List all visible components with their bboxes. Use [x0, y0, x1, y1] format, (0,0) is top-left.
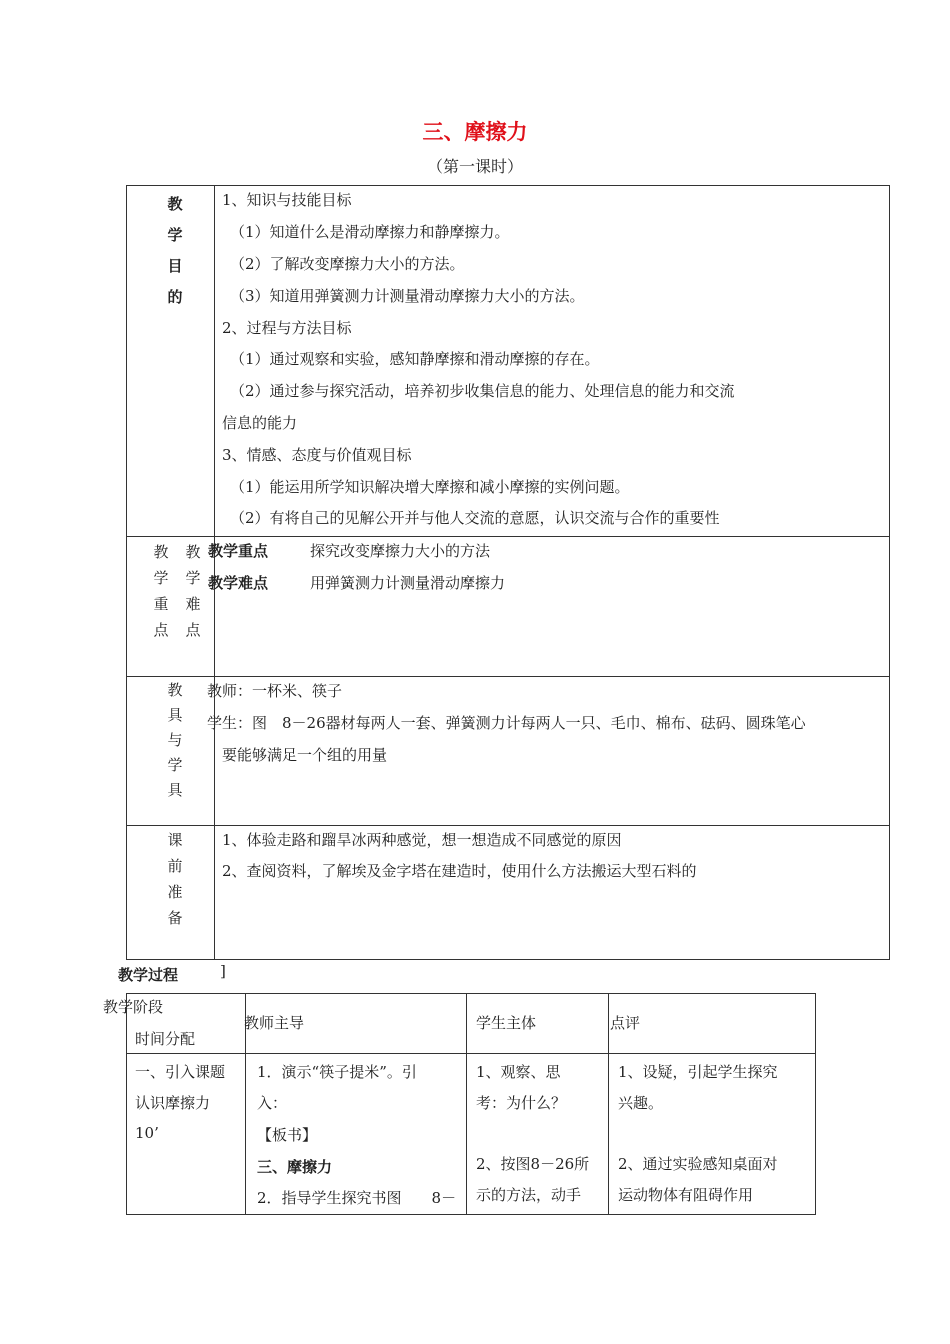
student-cell-line: 考：为什么？ — [476, 1094, 567, 1112]
board-label: 【板书】 — [257, 1126, 318, 1144]
stage-cell: 认识摩擦力 — [135, 1094, 211, 1112]
key-point-text: 探究改变摩擦力大小的方法 — [310, 542, 491, 560]
teacher-cell-line: 1．演示“筷子提米”。引 — [257, 1063, 417, 1081]
objective-line: （1）能运用所学知识解决增大摩擦和减小摩擦的实例问题。 — [230, 478, 630, 496]
header-time: 时间分配 — [135, 1030, 196, 1048]
objective-line: （2）了解改变摩擦力大小的方法。 — [230, 255, 465, 273]
page-title: 三、摩擦力 — [422, 120, 528, 144]
prep-label: 课 前 准 备 — [167, 831, 183, 927]
row-divider — [126, 825, 890, 826]
column-divider — [466, 993, 467, 1215]
objective-line: （1）知道什么是滑动摩擦力和静摩擦力。 — [230, 223, 510, 241]
header-divider — [126, 1053, 816, 1054]
page-subtitle: （第一课时） — [426, 157, 523, 176]
header-comment: 点评 — [610, 1014, 641, 1032]
process-bracket: ] — [220, 962, 226, 980]
tools-teacher: 教师：一杯米、筷子 — [207, 682, 343, 700]
student-cell-line: 2、按图8－26所 — [476, 1155, 590, 1173]
comment-cell-line: 2、通过实验感知桌面对 — [618, 1155, 778, 1173]
prep-line: 1、体验走路和蹓旱冰两种感觉，想一想造成不同感觉的原因 — [222, 831, 622, 849]
column-divider — [608, 993, 609, 1215]
student-cell-line: 示的方法，动手 — [476, 1186, 582, 1204]
row-divider — [126, 536, 890, 537]
teacher-cell-line: 入： — [257, 1094, 288, 1112]
student-cell-line: 1、观察、思 — [476, 1063, 561, 1081]
time-cell: 10’ — [135, 1124, 159, 1142]
objective-line: 2、过程与方法目标 — [222, 319, 352, 337]
objective-line: （3）知道用弹簧测力计测量滑动摩擦力大小的方法。 — [230, 287, 585, 305]
process-heading: 教学过程 — [118, 966, 179, 984]
key-point-heading: 教学重点 — [208, 542, 269, 560]
comment-cell-line: 运动物体有阻碍作用 — [618, 1186, 754, 1204]
teacher-cell-line: 2．指导学生探究书图 8－ — [257, 1189, 457, 1207]
objective-line: 3、情感、态度与价值观目标 — [222, 446, 412, 464]
comment-cell-line: 兴趣。 — [618, 1094, 664, 1112]
objective-line: （2）通过参与探究活动，培养初步收集信息的能力、处理信息的能力和交流 — [230, 382, 735, 400]
tools-label: 教 具 与 学 具 — [167, 681, 183, 799]
header-stage: 教学阶段 — [103, 998, 164, 1016]
header-student: 学生主体 — [476, 1014, 537, 1032]
difficulty-text: 用弹簧测力计测量滑动摩擦力 — [310, 574, 506, 592]
key-point-label: 教 学 重 点 — [153, 543, 169, 639]
tools-student: 学生：图 8－26器材每两人一套、弹簧测力计每两人一只、毛巾、棉布、砝码、圆珠笔心 — [207, 714, 806, 732]
objective-line: （1）通过观察和实验，感知静摩擦和滑动摩擦的存在。 — [230, 350, 600, 368]
stage-cell: 一、引入课题 — [135, 1063, 226, 1081]
prep-line: 2、查阅资料，了解埃及金字塔在建造时，使用什么方法搬运大型石料的 — [222, 862, 697, 880]
objective-line: 信息的能力 — [222, 414, 298, 432]
objective-line: 1、知识与技能目标 — [222, 191, 352, 209]
board-title: 三、摩擦力 — [257, 1158, 333, 1176]
process-table — [126, 993, 816, 1215]
difficulty-label: 教 学 难 点 — [185, 543, 201, 639]
difficulty-heading: 教学难点 — [208, 574, 269, 592]
row-divider — [126, 676, 890, 677]
header-teacher: 教师主导 — [244, 1014, 305, 1032]
comment-cell-line: 1、设疑，引起学生探究 — [618, 1063, 778, 1081]
tools-note: 要能够满足一个组的用量 — [222, 746, 388, 764]
objectives-label: 教 学 目 的 — [167, 195, 183, 306]
objective-line: （2）有将自己的见解公开并与他人交流的意愿，认识交流与合作的重要性 — [230, 509, 720, 527]
